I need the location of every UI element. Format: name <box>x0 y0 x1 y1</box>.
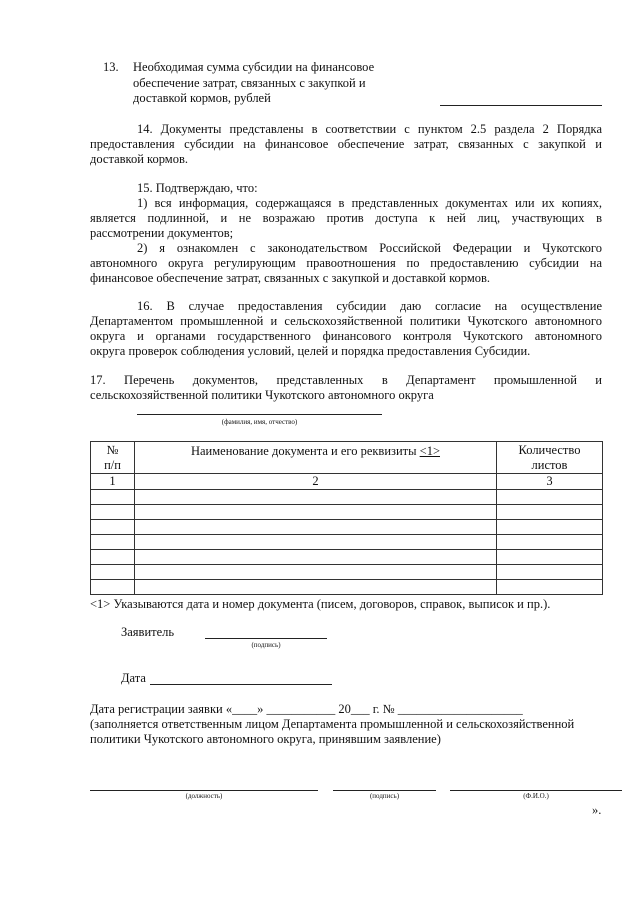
item16-line3: округа и органами государственного финансового контроля Чукотского автономного <box>90 329 602 343</box>
item16-line2: Департаментом промышленной и сельскохозяйственной политики Чукотского автономного <box>90 314 602 328</box>
table-row[interactable] <box>91 550 603 565</box>
item16-line1: 16. В случае предоставления субсидии даю согласие на осуществление <box>137 299 602 313</box>
fio-field[interactable] <box>137 414 382 415</box>
footnote: <1> Указываются дата и номер документа (писем, договоров, справок, выписок и пр.). <box>90 597 551 611</box>
item13-line2: обеспечение затрат, связанных с закупкой и <box>133 76 366 90</box>
item17-line2: сельскохозяйственной политики Чукотского автономного округа <box>90 388 434 402</box>
official-fio-field[interactable] <box>450 790 622 791</box>
table-row[interactable] <box>91 580 603 595</box>
closing-quote: ». <box>592 803 602 817</box>
item13-line3: доставкой кормов, рублей <box>133 91 271 105</box>
item15-p2-line1: 2) я ознакомлен с законодательством Российской Федерации и Чукотского <box>137 241 602 255</box>
item14-line1: 14. Документы представлены в соответствии с пунктом 2.5 раздела 2 Порядка <box>137 122 602 136</box>
position-caption: (должность) <box>185 792 223 800</box>
table-row[interactable] <box>91 520 603 535</box>
footnote-ref-link[interactable]: <1> <box>419 444 440 458</box>
col-number-3: 3 <box>497 474 603 490</box>
col-number-2: 2 <box>135 474 497 490</box>
item15-p1-line2: является подлинной, и не возражаю против доступа к ней лиц, участвующих в <box>90 211 602 225</box>
table-row[interactable] <box>91 490 603 505</box>
table-column-numbers-row <box>91 474 603 490</box>
registration-note-1: (заполняется ответственным лицом Департамента промышленной и сельскохозяйственной <box>90 717 575 731</box>
applicant-signature-caption: (подпись) <box>251 641 281 649</box>
date-field[interactable] <box>150 684 332 685</box>
item15-p1-line1: 1) вся информация, содержащаяся в представленных документах или их копиях, <box>137 196 602 210</box>
position-field[interactable] <box>90 790 318 791</box>
registration-line: Дата регистрации заявки «____» ___________ 20___ г. № ____________________ <box>90 702 523 716</box>
item15-p2-line2: автономного округа регулирующим правоотношения по предоставлению субсидии на <box>90 256 602 270</box>
table-row[interactable] <box>91 535 603 550</box>
header-sheet-count: Количество листов <box>497 442 603 474</box>
documents-table <box>90 441 603 595</box>
table-row[interactable] <box>91 565 603 580</box>
applicant-label: Заявитель <box>121 625 175 639</box>
item15-title: 15. Подтверждаю, что: <box>137 181 258 195</box>
applicant-signature-field[interactable] <box>205 638 327 639</box>
item13-number: 13. <box>103 60 119 74</box>
item16-line4: округа проверок соблюдения условий, целей и порядка предоставления Субсидии. <box>90 344 531 358</box>
item13-line1: Необходимая сумма субсидии на финансовое <box>133 60 375 74</box>
official-fio-caption: (Ф.И.О.) <box>523 792 549 800</box>
item17-line1: 17. Перечень документов, представленных в Департамент промышленной и <box>90 373 602 387</box>
header-document-name: Наименование документа и его реквизиты <1> <box>135 442 497 474</box>
official-signature-field[interactable] <box>333 790 436 791</box>
col-number-1: 1 <box>91 474 135 490</box>
official-signature-caption: (подпись) <box>369 792 400 800</box>
fio-caption: (фамилия, имя, отчество) <box>221 418 298 426</box>
item15-p2-line3: финансовое обеспечение затрат, связанных с закупкой и доставкой кормов. <box>90 271 491 285</box>
item14-line3: доставкой кормов. <box>90 152 188 166</box>
table-header-row <box>91 442 603 474</box>
item15-p1-line3: рассмотрении документов; <box>90 226 234 240</box>
subsidy-amount-field[interactable] <box>440 105 602 106</box>
registration-note-2: политики Чукотского автономного округа, принявшим заявление) <box>90 732 441 746</box>
table-row[interactable] <box>91 505 603 520</box>
header-number: № п/п <box>91 442 135 474</box>
item14-line2: предоставления субсидии на финансовое обеспечение затрат, связанных с закупкой и <box>90 137 602 151</box>
date-label: Дата <box>121 671 146 685</box>
